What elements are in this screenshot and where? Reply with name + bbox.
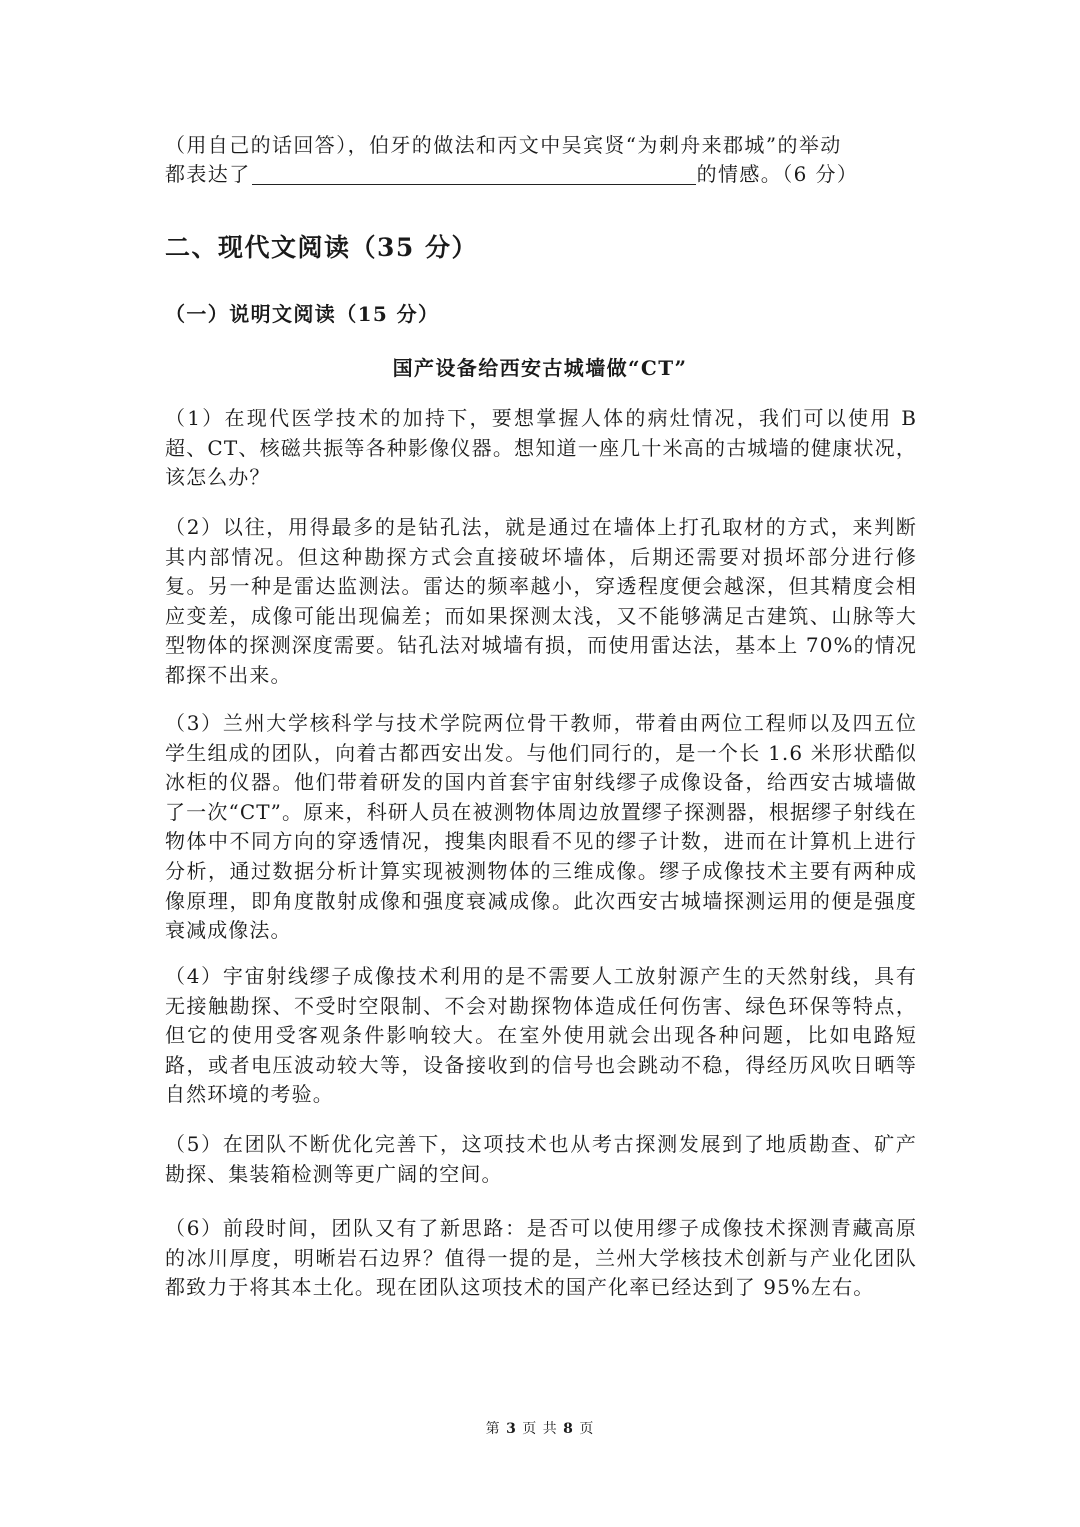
paragraph-3: （3）兰州大学核科学与技术学院两位骨干教师，带着由两位工程师以及四五位学生组成的团队，向着古都西安出发。与他们同行的，是一个长 1.6 米形状酷似冰柜的仪器。他们带着研发的国内首套宇宙射线缪子成像设备，给西安古城墙做了一次“CT”。原来，科研人员在被测物体周边放置缪子探测器，根据缪子射线在物体中不同方向的穿透情况，搜集肉眼看不见的缪子计数，进而在计算机上进行分析，通过数据分析计算实现被测物体的三维成像。缪子成像技术主要有两种成像原理，即角度散射成像和强度衰减成像。此次西安古城墙探测运用的便是强度衰减成像法。 (165, 711, 917, 943)
previous-answer-line-2 (165, 160, 858, 188)
section-heading: 二、现代文阅读（35 分） (165, 233, 478, 262)
total-pages: 8 (563, 1421, 574, 1437)
paragraph-4: （4）宇宙射线缪子成像技术利用的是不需要人工放射源产生的天然射线，具有无接触勘探、不受时空限制、不会对勘探物体造成任何伤害、绿色环保等特点，但它的使用受客观条件影响较大。在室外使用就会出现各种问题，比如电路短路，或者电压波动较大等，设备接收到的信号也会跳动不稳，得经历风吹日晒等自然环境的考验。 (165, 964, 917, 1107)
footer-suffix: 页 (579, 1421, 595, 1437)
subsection-heading: （一）说明文阅读（15 分） (165, 302, 440, 326)
footer-prefix: 第 (485, 1421, 501, 1437)
paragraph-2: （2）以往，用得最多的是钻孔法，就是通过在墙体上打孔取材的方式，来判断其内部情况。但这种勘探方式会直接破坏墙体，后期还需要对损坏部分进行修复。另一种是雷达监测法。雷达的频率越小，穿透程度便会越深，但其精度会相应变差，成像可能出现偏差；而如果探测太浅，又不能够满足古建筑、山脉等大型物体的探测深度需要。钻孔法对城墙有损，而使用雷达法，基本上 70%的情况都探不出来。 (165, 515, 917, 687)
article-title: 国产设备给西安古城墙做“CT” (392, 356, 688, 380)
paragraph-6: （6）前段时间，团队又有了新思路：是否可以使用缪子成像技术探测青藏高原的冰川厚度，明晰岩石边界？值得一提的是，兰州大学核技术创新与产业化团队都致力于将其本土化。现在团队这项技术的国产化率已经达到了 95%左右。 (165, 1216, 917, 1300)
answer-blank[interactable] (252, 164, 696, 185)
paragraph-1: （1）在现代医学技术的加持下，要想掌握人体的病灶情况，我们可以使用 B 超、CT、核磁共振等各种影像仪器。想知道一座几十米高的古城墙的健康状况，该怎么办？ (165, 406, 917, 490)
previous-answer-suffix: 的情感。（6 分） (696, 162, 859, 186)
previous-answer-prefix: 都表达了 (165, 162, 251, 186)
footer-middle: 页 共 (522, 1421, 558, 1437)
page-footer (0, 1418, 1080, 1438)
previous-answer-line-1: （用自己的话回答），伯牙的做法和丙文中吴宾贤“为刺舟来郡城”的举动 (165, 133, 842, 157)
page-number: 3 (506, 1421, 517, 1437)
paragraph-5: （5）在团队不断优化完善下，这项技术也从考古探测发展到了地质勘查、矿产勘探、集装箱检测等更广阔的空间。 (165, 1132, 917, 1186)
